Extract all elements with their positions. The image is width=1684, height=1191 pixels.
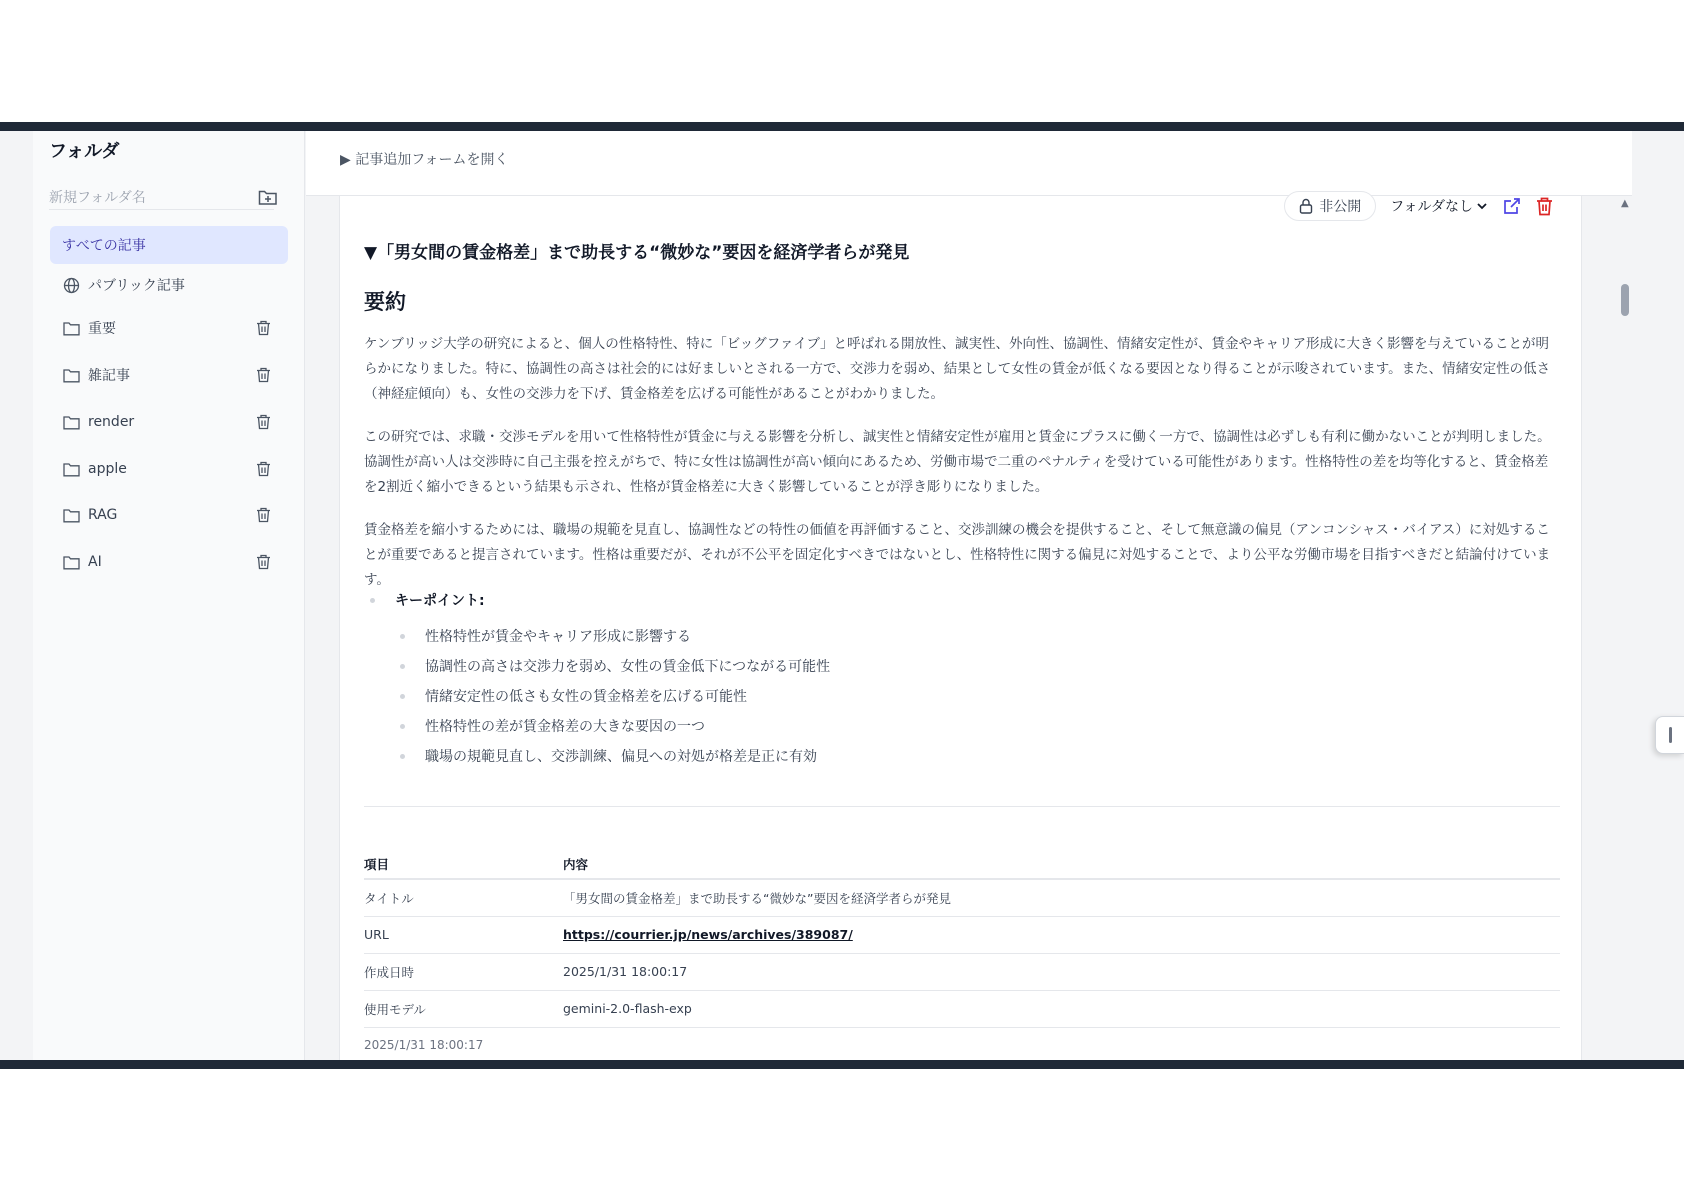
table-header-value: 内容 — [563, 849, 1560, 879]
table-row — [364, 916, 1560, 953]
folder-icon — [62, 506, 80, 524]
article-url-link[interactable]: https://courrier.jp/news/archives/389087/ — [563, 927, 853, 942]
app-frame — [0, 131, 1684, 1060]
bullet — [400, 664, 405, 669]
key-point-text: 職場の規範見直し、交渉訓練、偏見への対処が格差是正に有効 — [425, 749, 817, 765]
article-actions — [1284, 191, 1555, 221]
metadata-table — [364, 849, 1560, 1028]
sidebar-item-folder[interactable] — [50, 403, 288, 441]
table-header-key: 項目 — [364, 849, 563, 879]
sidebar-item-label: 重要 — [88, 321, 116, 337]
table-cell-value: 「男女間の賃金格差」まで助長する“微妙な”要因を経済学者らが発見 — [563, 879, 1560, 916]
delete-folder-button[interactable] — [254, 506, 272, 524]
key-points-list — [370, 621, 830, 771]
delete-folder-button[interactable] — [254, 413, 272, 431]
chevron-down-icon — [1477, 202, 1487, 210]
main-topbar — [306, 131, 1632, 196]
list-item — [400, 621, 830, 651]
table-cell-key: URL — [364, 916, 563, 953]
folder-icon — [62, 319, 80, 337]
table-cell-value: gemini-2.0-flash-exp — [563, 990, 1560, 1027]
sidebar-item-public-articles[interactable] — [50, 266, 288, 304]
list-item — [400, 711, 830, 741]
sidebar-item-label: AI — [88, 554, 102, 570]
sidebar-item-folder[interactable] — [50, 309, 288, 347]
list-item — [400, 651, 830, 681]
delete-folder-button[interactable] — [254, 319, 272, 337]
open-external-button[interactable] — [1501, 195, 1523, 217]
external-link-icon — [1503, 197, 1521, 215]
table-cell-value: 2025/1/31 18:00:17 — [563, 953, 1560, 990]
sidebar-item-folder[interactable] — [50, 543, 288, 581]
key-points-heading — [370, 588, 830, 612]
key-point-text: 性格特性が賃金やキャリア形成に影響する — [425, 629, 691, 645]
new-folder-input[interactable] — [49, 186, 274, 210]
table-cell-key: タイトル — [364, 879, 563, 916]
sidebar-title: フォルダ — [49, 141, 120, 162]
bullet — [400, 694, 405, 699]
key-point-text: 協調性の高さは交渉力を弱め、女性の賃金低下につながる可能性 — [425, 659, 831, 675]
table-cell-key: 作成日時 — [364, 953, 563, 990]
delete-folder-button[interactable] — [254, 366, 272, 384]
visibility-label: 非公開 — [1319, 199, 1362, 215]
folder-select[interactable] — [1386, 196, 1491, 216]
table-header-row — [364, 849, 1560, 879]
side-panel-handle[interactable] — [1655, 716, 1684, 754]
open-add-article-form-toggle[interactable]: ▶ 記事追加フォームを開く — [340, 152, 509, 168]
trash-icon — [256, 507, 271, 523]
delete-folder-button[interactable] — [254, 553, 272, 571]
article-footer-date: 2025/1/31 18:00:17 — [364, 1038, 484, 1052]
summary-paragraph: 賃金格差を縮小するためには、職場の規範を見直し、協調性などの特性の価値を再評価すること、交渉訓練の機会を提供すること、そして無意識の偏見（アンコンシャス・バイアス）に対処することが重要であると提言されています。性格は重要だが、それが不公平を固定化すべきではないとし、性格特性に関する偏見に対処することで、より公平な労働市場を目指すべきだと結論付けています。 — [364, 522, 1551, 588]
table-cell-value — [563, 916, 1560, 953]
article-title-toggle[interactable]: ▼「男女間の賃金格差」まで助長する“微妙な”要因を経済学者らが発見 — [364, 243, 910, 263]
add-folder-button[interactable] — [255, 184, 281, 210]
trash-icon — [256, 320, 271, 336]
visibility-toggle[interactable] — [1284, 191, 1376, 221]
key-point-text: 性格特性の差が賃金格差の大きな要因の一つ — [425, 719, 705, 735]
folder-icon — [62, 413, 80, 431]
scroll-up-arrow-icon[interactable]: ▲ — [1621, 198, 1629, 209]
delete-folder-button[interactable] — [254, 460, 272, 478]
sidebar-item-folder[interactable] — [50, 450, 288, 488]
trash-icon — [256, 461, 271, 477]
grip-icon — [1669, 727, 1672, 743]
key-points-label: キーポイント: — [395, 593, 485, 609]
delete-article-button[interactable] — [1533, 195, 1555, 217]
trash-icon — [256, 367, 271, 383]
summary-heading: 要約 — [364, 290, 406, 314]
summary-paragraph: この研究では、求職・交渉モデルを用いて性格特性が賃金に与える影響を分析し、誠実性と情緒安定性が雇用と賃金にプラスに働く一方で、協調性は必ずしも有利に働かないことが判明しました。協調性が高い人は交渉時に自己主張を控えがちで、特に女性は協調性が高い傾向にあるため、労働市場で二重のペナルティを受けている可能性があります。性格特性の差を均等化すると、賃金格差を2割近く縮小できるという結果も示され、性格が賃金格差に大きく影響していることが浮き彫りになりました。 — [364, 429, 1551, 495]
list-item — [400, 741, 830, 771]
list-item — [400, 681, 830, 711]
folder-select-value: フォルダなし — [1390, 199, 1473, 215]
window-top-border — [0, 122, 1684, 131]
sidebar-item-folder[interactable] — [50, 356, 288, 394]
bullet — [400, 754, 405, 759]
summary-paragraph: ケンブリッジ大学の研究によると、個人の性格特性、特に「ビッグファイブ」と呼ばれる開放性、誠実性、外向性、協調性、情緒安定性が、賃金やキャリア形成に大きく影響を与えていることが明らかになりました。特に、協調性の高さは社会的には好ましいとされる一方で、交渉力を弱め、結果として女性の賃金が低くなる要因となり得ることが示唆されています。また、情緒安定性の低さ（神経症傾向）も、女性の交渉力を下げ、賃金格差を広げる可能性があることがわかりました。 — [364, 336, 1551, 402]
scrollbar-thumb[interactable] — [1621, 284, 1629, 316]
sidebar — [33, 131, 305, 1060]
table-cell-key: 使用モデル — [364, 990, 563, 1027]
bullet — [400, 724, 405, 729]
table-row — [364, 879, 1560, 916]
folder-icon — [62, 553, 80, 571]
trash-icon — [256, 414, 271, 430]
folder-icon — [62, 460, 80, 478]
window-bottom-border — [0, 1060, 1684, 1069]
bullet — [400, 634, 405, 639]
folder-icon — [62, 366, 80, 384]
key-point-text: 情緒安定性の低さも女性の賃金格差を広げる可能性 — [425, 689, 747, 705]
trash-icon — [256, 554, 271, 570]
lock-icon — [1299, 198, 1313, 214]
table-row — [364, 990, 1560, 1027]
sidebar-item-folder[interactable] — [50, 496, 288, 534]
main-content — [306, 196, 1632, 1060]
bullet — [370, 598, 375, 603]
sidebar-item-label: 雑記事 — [88, 368, 130, 384]
globe-icon — [62, 276, 80, 294]
sidebar-item-label: RAG — [88, 507, 118, 523]
sidebar-item-all-articles[interactable] — [50, 226, 288, 264]
sidebar-item-label: すべての記事 — [62, 238, 146, 254]
sidebar-item-label: render — [88, 414, 135, 430]
table-row — [364, 953, 1560, 990]
vertical-scrollbar[interactable] — [1618, 196, 1632, 1060]
sidebar-item-label: apple — [88, 461, 127, 477]
sidebar-item-label: パブリック記事 — [88, 278, 185, 294]
article-card — [339, 196, 1582, 1060]
folder-plus-icon — [258, 188, 278, 206]
divider — [364, 806, 1560, 807]
trash-icon — [1536, 197, 1553, 216]
key-points — [370, 588, 830, 771]
